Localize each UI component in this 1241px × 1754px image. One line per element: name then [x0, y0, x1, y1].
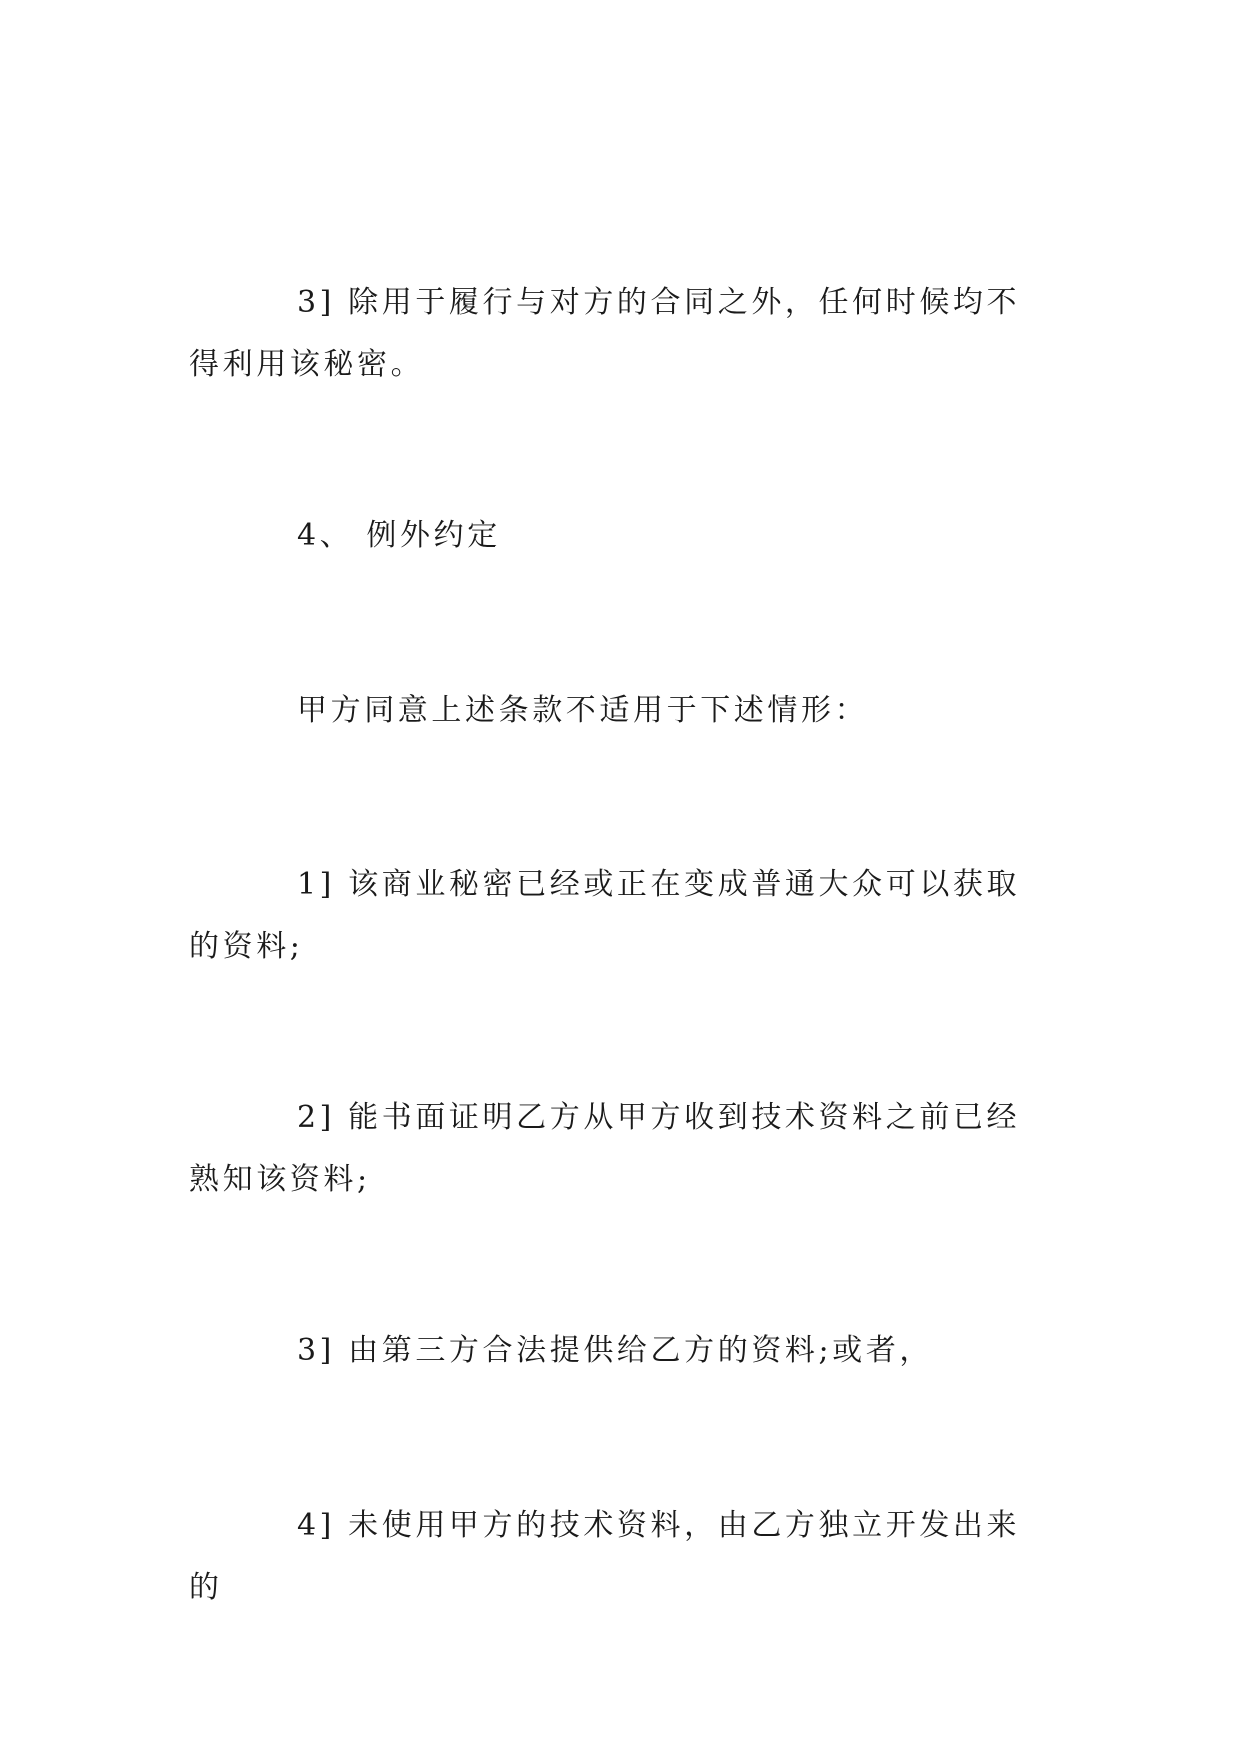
section-heading-exceptions: 4、 例外约定 [297, 518, 501, 553]
paragraph-exception-2: 2] 能书面证明乙方从甲方收到技术资料之前已经熟知该资料; [189, 1100, 1021, 1197]
paragraph-exception-1: 1] 该商业秘密已经或正在变成普通大众可以获取的资料; [189, 867, 1021, 964]
paragraph-exceptions-intro: 甲方同意上述条款不适用于下述情形： [297, 693, 869, 728]
paragraph-exception-4: 4] 未使用甲方的技术资料，由乙方独立开发出来的 [189, 1508, 1021, 1605]
paragraph-clause-3-no-use: 3] 除用于履行与对方的合同之外，任何时候均不得利用该秘密。 [189, 285, 1021, 382]
paragraph-exception-3: 3] 由第三方合法提供给乙方的资料;或者， [297, 1333, 934, 1368]
